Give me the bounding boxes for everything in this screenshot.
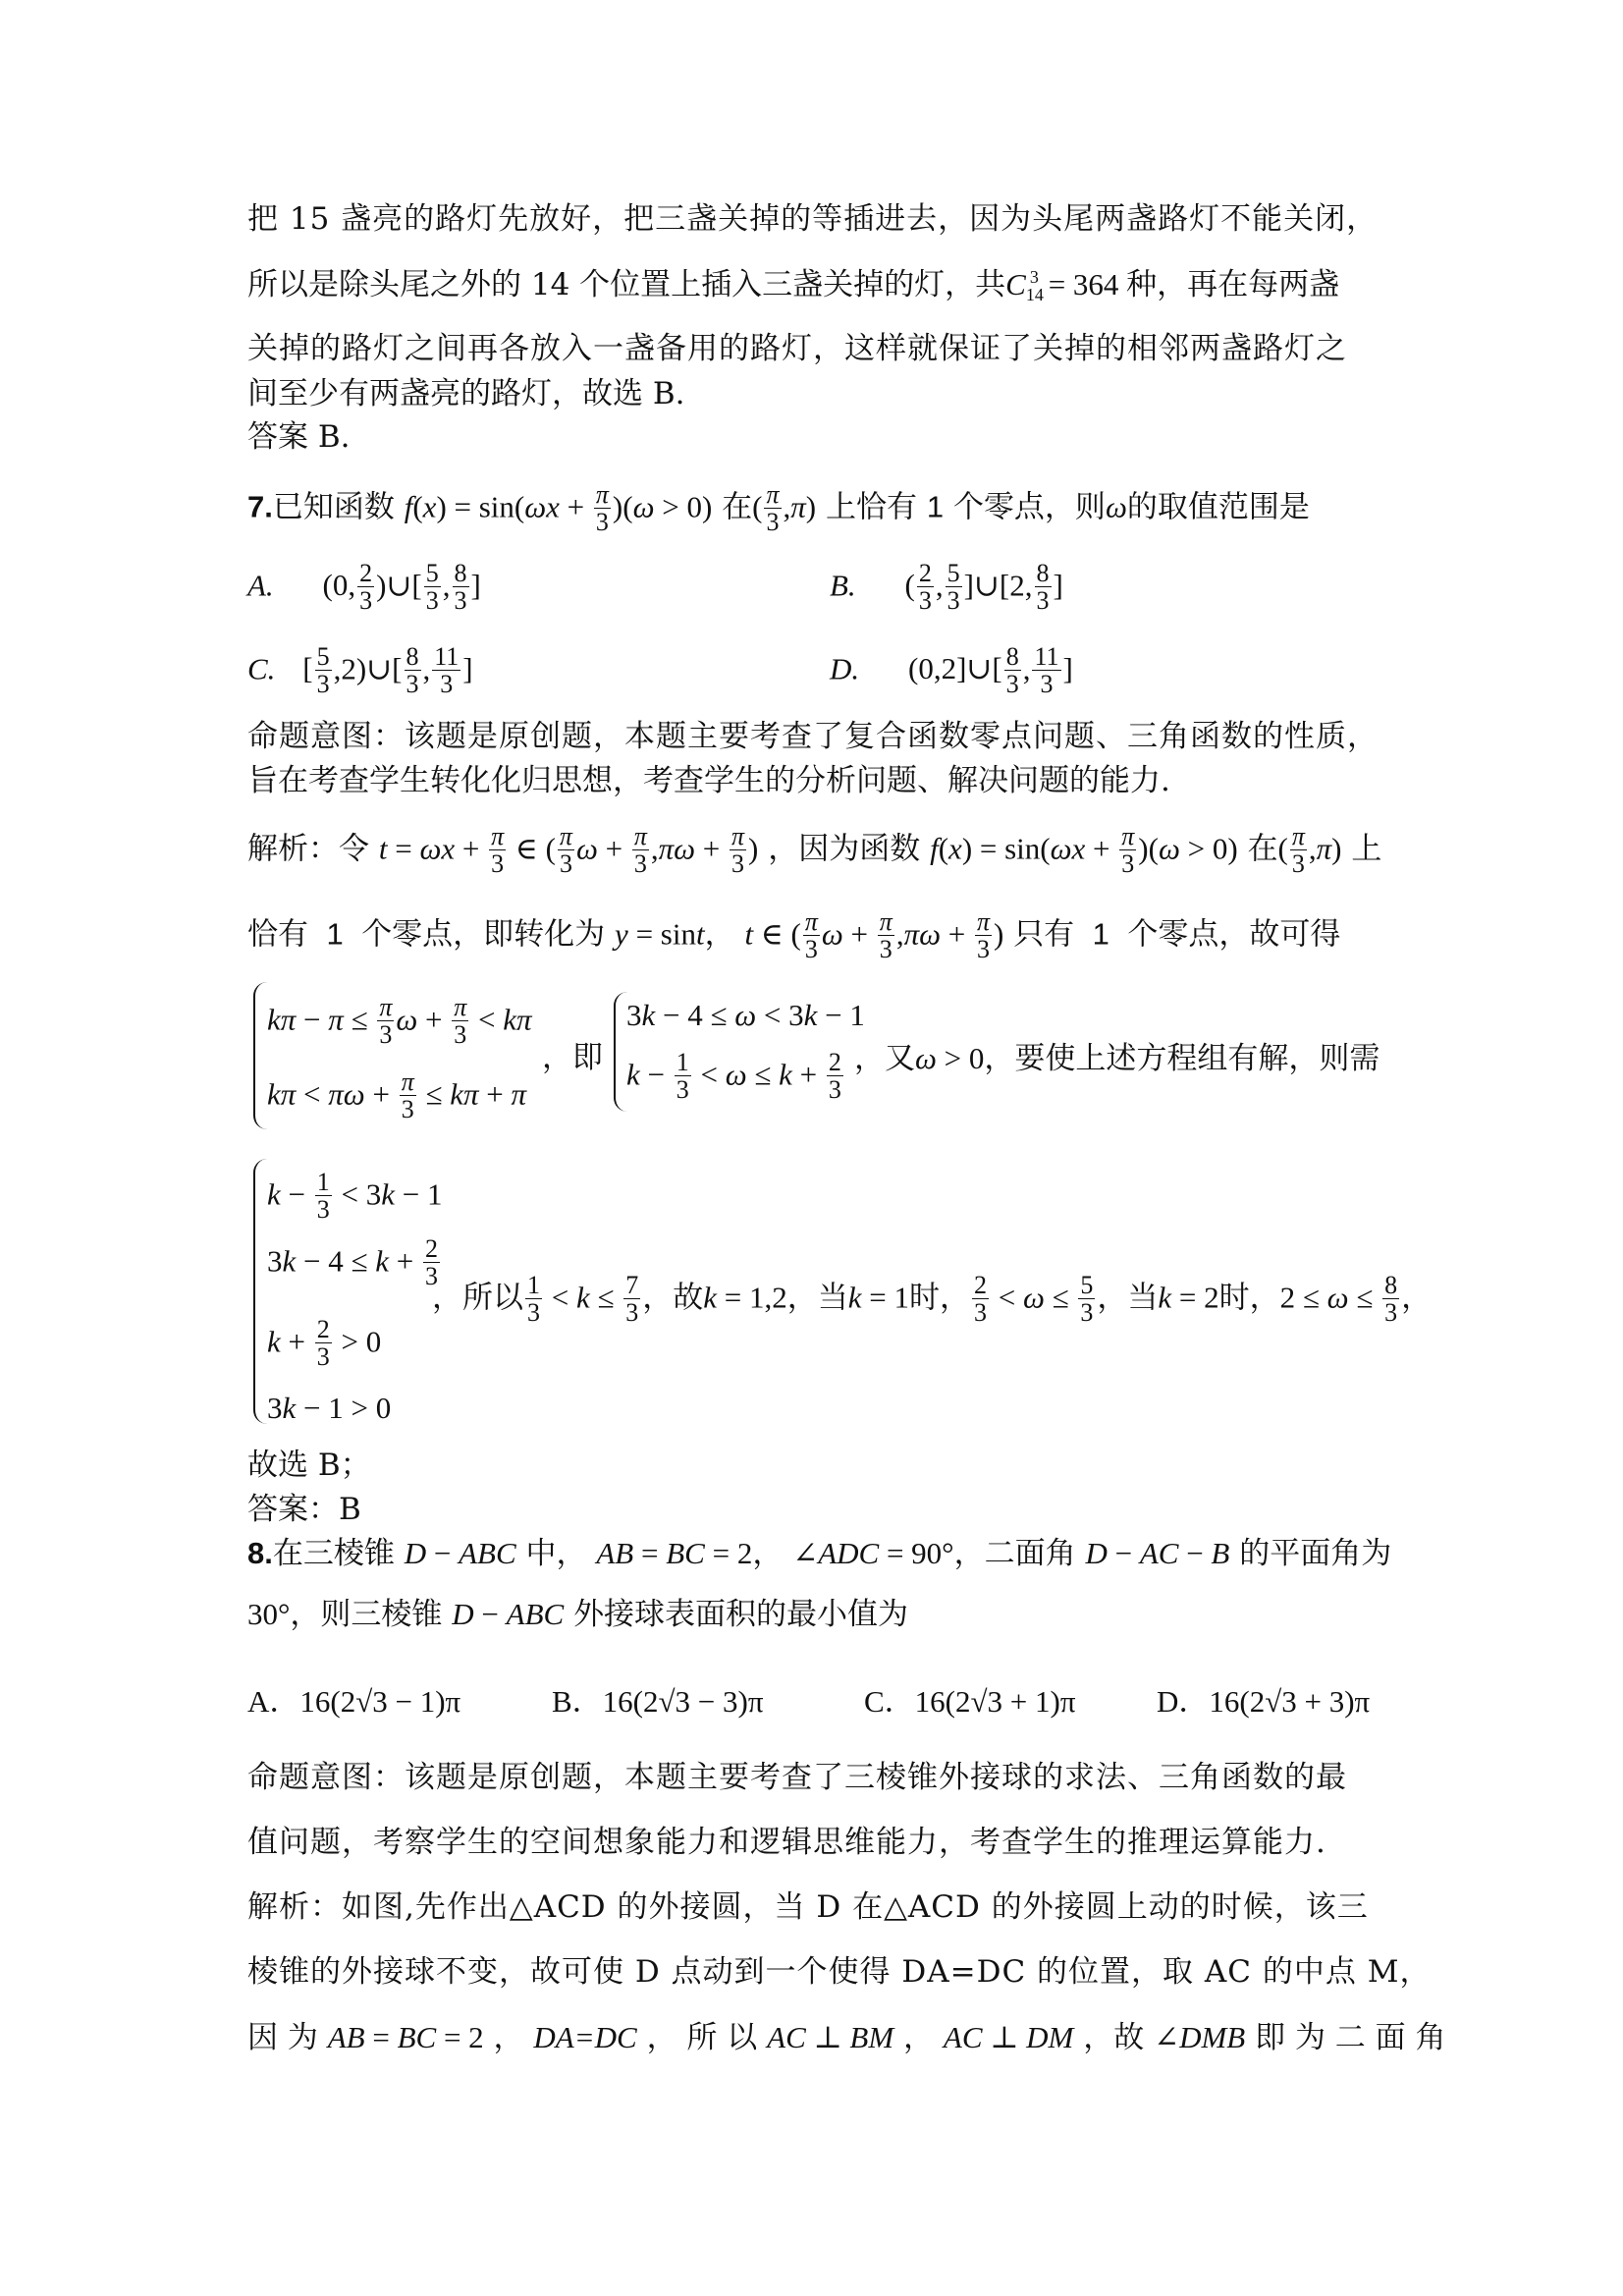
text-span: 1 <box>926 489 945 524</box>
text-span: ∠DMB <box>1154 2020 1246 2054</box>
text-line: ，又ω > 0，要使上述方程组有解，则需 <box>854 1041 1380 1076</box>
text-span: 因 为 <box>247 2020 318 2055</box>
text-span: 外接球表面积的最小值为 <box>573 1597 909 1632</box>
solution-line: 解析：令 t = ωx + $\frac{\pi}{3}$ ∈ ( $\frac{\pi}{3}$ ω + $\frac{\pi}{3}$ ,πω + $\frac{\pi}{3}$ ) ，因为函数 f(x) = sin(ωx + $\frac{\pi}{3}$ )(ω > 0) 在( $\frac{\pi}{3}$ ,π) 上 <box>247 822 1382 879</box>
text-span: ，故 <box>642 1280 704 1316</box>
question-number: 8. <box>247 1536 273 1570</box>
text-line: 因 为 AB = BC = 2 ， DA=DC ， 所 以 AC ⊥ BM ， AC ⊥ DM ，故 ∠DMB 即 为 二 面 角 <box>247 2020 1446 2055</box>
text-span: 时， <box>909 1280 971 1316</box>
text-span: 即 为 二 面 角 <box>1255 2020 1446 2055</box>
solution-line: 恰有 1 个零点，即转化为 y = sint， t ∈ ( $\frac{\pi}{3}$ ω + $\frac{\pi}{3}$ ,πω + $\frac{\pi}{3}$ ) 只有 1 个零点，故可得 <box>247 907 1341 964</box>
text-line: 答案：B <box>247 1492 361 1527</box>
text-span: DA=DC <box>533 2020 637 2054</box>
text-span: ， 所 以 <box>646 2020 758 2055</box>
text-span: ，二面角 <box>953 1536 1076 1571</box>
question-7-stem: 7.已知函数 f(x) = sin(ωx + $\frac{\pi}{3}$ )(ω > 0) 在( $\frac{\pi}{3}$ ,π) 上恰有 1 个零点，则ω的取值范围是 <box>247 480 1310 537</box>
text-span: 只有 <box>1013 916 1075 953</box>
text-span: AC ⊥ BM <box>767 2020 894 2054</box>
inequality: 3k − 1 > 0 <box>267 1391 392 1425</box>
option-label: D. <box>830 651 860 686</box>
text-line: 关掉的路灯之间再各放入一盏备用的路灯，这样就保证了关掉的相邻两盏路灯之 <box>247 331 1347 366</box>
option-a: A. (0, $\frac{2}{3}$ )∪[ $\frac{5}{3}$ , $\frac{8}{3}$ ] <box>247 559 481 616</box>
text-span: 已知函数 <box>272 489 395 525</box>
text-span: ， <box>752 1536 784 1571</box>
question-number: 7. <box>247 489 273 524</box>
option-d: D. (0,2]∪[ $\frac{8}{3}$ , $\frac{11}{3}$ ] <box>830 642 1073 699</box>
text-line <box>247 268 1339 303</box>
text-line: 值问题，考察学生的空间想象能力和逻辑思维能力，考查学生的推理运算能力. <box>247 1825 1326 1860</box>
text-span: 30° <box>247 1597 291 1631</box>
text-span: 在 <box>722 489 753 525</box>
combination-formula: $C_{14}^3$ <box>1005 267 1044 304</box>
text-span: ，当 <box>786 1280 848 1316</box>
text-span: ， <box>493 2020 524 2055</box>
text-line: 间至少有两盏亮的路灯，故选 B. <box>247 376 685 411</box>
inequality: k − $\frac{1}{3}$ < ω ≤ k + $\frac{2}{3}$ <box>626 1048 841 1105</box>
option-d: D．16(2√3 + 3)π <box>1157 1684 1371 1719</box>
brace <box>614 992 627 1112</box>
text-line: 棱锥的外接球不变，故可使 D 点动到一个使得 DA=DC 的位置，取 AC 的中点 M， <box>247 1954 1432 1990</box>
formula: f <box>404 489 413 524</box>
text-span: 个零点，则 <box>952 489 1106 525</box>
text-span: 所以是除头尾之外的 14 个位置上插入三盏关掉的灯，共 <box>247 267 1006 302</box>
option-label: C. <box>247 651 276 686</box>
text-span: 在三棱锥 <box>272 1536 395 1571</box>
option-b: B. ( $\frac{2}{3}$ , $\frac{5}{3}$ ]∪[2, $\frac{8}{3}$ ] <box>830 559 1063 616</box>
text-span: 时， <box>1218 1280 1280 1316</box>
text-line: 答案 B. <box>247 419 351 455</box>
text-span: 在 <box>1247 831 1278 867</box>
brace <box>253 1159 267 1424</box>
text-span: 的平面角为 <box>1239 1536 1392 1571</box>
inequality: kπ − π ≤ $\frac{\pi}{3}$ ω + $\frac{\pi}{3}$ < kπ <box>267 993 532 1050</box>
text-span: ，要使上述方程组有解，则需 <box>984 1041 1380 1076</box>
text-span: ，所以 <box>432 1280 523 1316</box>
option-label: B. <box>830 568 856 603</box>
text-span: 解析：令 <box>247 831 369 867</box>
option-c: C．16(2√3 + 1)π <box>864 1684 1076 1719</box>
text-span: ，即 <box>542 1040 603 1075</box>
brace <box>253 982 267 1129</box>
text-span: 恰有 <box>247 916 308 953</box>
text-line: 30°，则三棱锥 D − ABC 外接球表面积的最小值为 <box>247 1597 909 1632</box>
text-line: 命题意图：该题是原创题，本题主要考查了复合函数零点问题、三角函数的性质， <box>247 719 1379 754</box>
inequality: 3k − 4 ≤ k + $\frac{2}{3}$ <box>267 1234 439 1291</box>
inequality: 3k − 4 ≤ ω < 3k − 1 <box>626 998 865 1032</box>
text-line: 解析：如图,先作出△ACD 的外接圆，当 D 在△ACD 的外接圆上动的时候，该三 <box>247 1889 1369 1925</box>
option-c: C. [ $\frac{5}{3}$ ,2)∪[ $\frac{8}{3}$ , $\frac{11}{3}$ ] <box>247 642 473 699</box>
option-label: A. <box>247 568 274 603</box>
text-span: 中， <box>525 1536 587 1571</box>
text-span: 个零点，故可得 <box>1127 916 1341 953</box>
text-line: 命题意图：该题是原创题，本题主要考查了三棱锥外接球的求法、三角函数的最 <box>247 1760 1347 1795</box>
inequality: kπ < πω + $\frac{\pi}{3}$ ≤ kπ + π <box>267 1067 527 1124</box>
option-b: B．16(2√3 − 3)π <box>552 1684 764 1719</box>
option-a: A．16(2√3 − 1)π <box>247 1684 461 1719</box>
inequality: k − $\frac{1}{3}$ < 3k − 1 <box>267 1168 443 1225</box>
text-span: 个零点，即转化为 <box>361 916 606 953</box>
text-span: ，当 <box>1097 1280 1159 1316</box>
inequality: k + $\frac{2}{3}$ > 0 <box>267 1315 382 1372</box>
text-span: ， <box>903 2020 935 2055</box>
text-line: 把 15 盏亮的路灯先放好，把三盏关掉的等插进去，因为头尾两盏路灯不能关闭， <box>247 201 1379 237</box>
text-span: AC ⊥ DM <box>943 2020 1074 2054</box>
text-span: ，因为函数 <box>768 831 921 867</box>
text-span: = 364 种，再在每两盏 <box>1048 267 1340 301</box>
text-line: 旨在考查学生转化化归思想，考查学生的分析问题、解决问题的能力. <box>247 763 1170 798</box>
solution-line: ，所以 $\frac{1}{3}$ < k ≤ $\frac{7}{3}$ ，故k = 1,2，当k = 1时， $\frac{2}{3}$ < ω ≤ $\frac{5}{3}$ ，当k = 2时，2 ≤ ω ≤ $\frac{8}{3}$ ， <box>432 1271 1433 1328</box>
text-span: ，则三棱锥 <box>290 1597 443 1632</box>
text-span: 的取值范围是 <box>1126 489 1310 525</box>
text-line: 故选 B； <box>247 1448 371 1483</box>
text-span: ，故 <box>1083 2020 1145 2055</box>
question-8-stem: 8.在三棱锥 D − ABC 中， AB = BC = 2， ∠ADC = 90°，二面角 D − AC − B 的平面角为 <box>247 1536 1392 1571</box>
text-span: ，又 <box>854 1041 915 1076</box>
text-span: 上恰有 <box>825 489 917 525</box>
text-span: 上 <box>1351 831 1382 867</box>
